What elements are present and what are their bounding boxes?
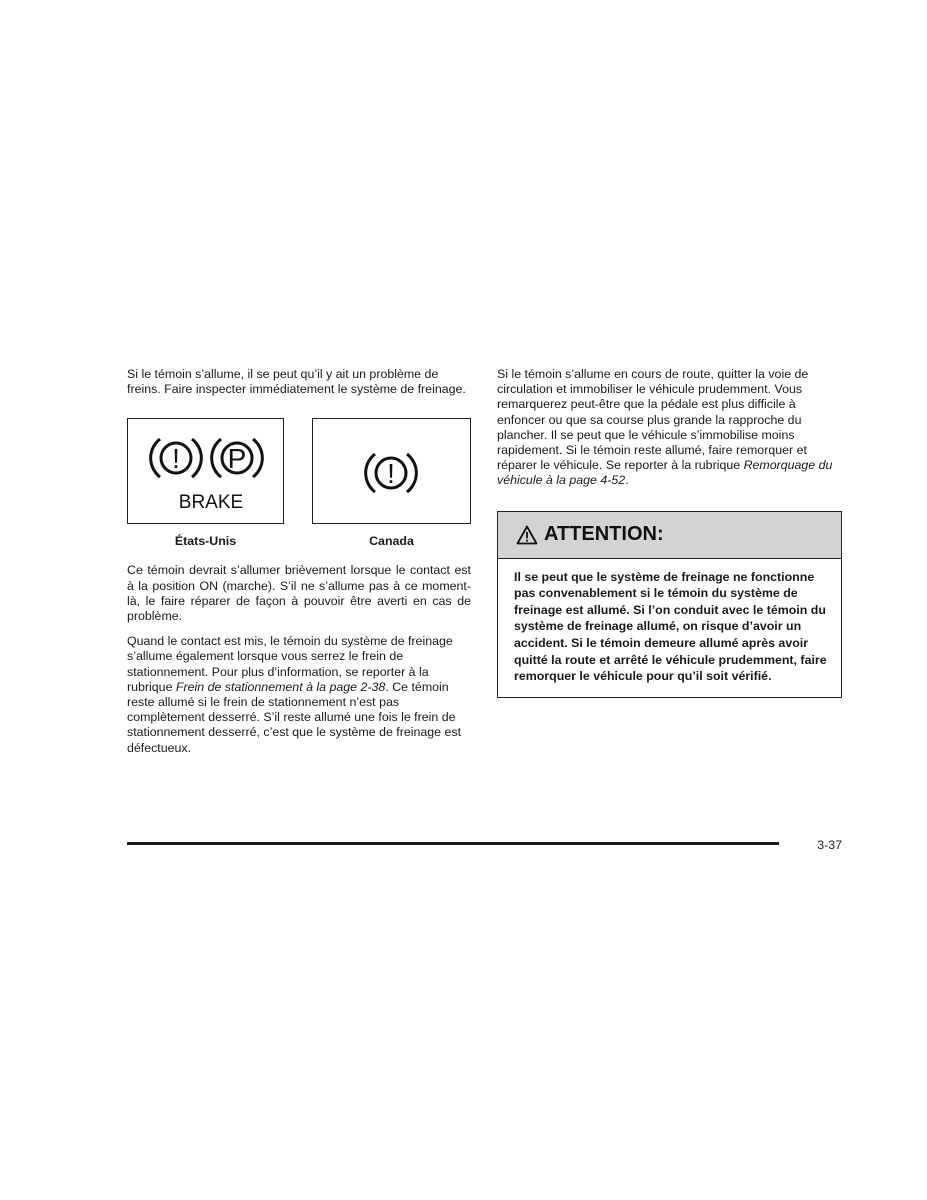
driving-text-end: . bbox=[625, 473, 629, 488]
parking-brake-text: Quand le contact est mis, le témoin du système de freinage s’allume également lorsque vous serrez le frein de stationnement. Pour plus d’information, se reporter à la rubrique bbox=[127, 634, 453, 694]
brake-label: BRAKE bbox=[178, 492, 244, 514]
towing-reference: Remorquage du véhicule à la page 4-52 bbox=[497, 458, 833, 488]
attention-title: ATTENTION: bbox=[544, 523, 664, 546]
brake-indicator-figures bbox=[127, 418, 471, 563]
attention-header bbox=[498, 512, 841, 559]
parking-brake-paragraph bbox=[127, 634, 471, 756]
caption-us: États-Unis bbox=[174, 534, 237, 549]
brake-warning-icon bbox=[313, 419, 472, 525]
brake-warning-icon bbox=[128, 419, 285, 525]
footer-rule bbox=[127, 842, 779, 845]
caption-canada: Canada bbox=[369, 534, 414, 549]
attention-body: Il se peut que le système de freinage ne fonctionne pas convenablement si le témoin du système de freinage est allumé. Si l’on conduit avec le témoin du système de freinage allumé, on risque d’avoir un accident. Si le témoin demeure allumé après avoir quitté la route et arrêté le véhicule prudemment, faire remorquer le véhicule pour qu’il soit vérifié. bbox=[514, 569, 827, 684]
attention-box bbox=[497, 511, 842, 698]
parking-brake-text-end: . Ce témoin reste allumé si le frein de stationnement n’est pas complètement desserré. S’il reste allumé une fois le frein de stationnement desserré, c’est que le système de freinage est défectueux. bbox=[127, 679, 462, 755]
exclamation-symbol: ! bbox=[387, 458, 395, 490]
brake-indicator-us bbox=[127, 418, 284, 524]
parking-symbol: P bbox=[227, 443, 247, 475]
warning-triangle-icon bbox=[516, 525, 538, 545]
driving-text: Si le témoin s’allume en cours de route, quitter la voie de circulation et immobiliser le véhicule prudemment. Vous remarquerez peut-être que la pédale est plus difficile à enfoncer ou que sa course plus grande la rapproche du plancher. Il se peut que le véhicule s’immobilise moins rapidement. Si le témoin reste allumé, faire remorquer et réparer le véhicule. Se reporter à la rubrique bbox=[497, 367, 809, 473]
page-number: 3-37 bbox=[817, 838, 842, 852]
exclamation-symbol: ! bbox=[172, 443, 180, 475]
intro-paragraph: Si le témoin s’allume, il se peut qu’il y ait un problème de freins. Faire inspecter immédiatement le système de freinage. bbox=[127, 367, 466, 397]
left-column bbox=[127, 367, 471, 756]
driving-paragraph bbox=[497, 367, 842, 489]
right-column bbox=[497, 367, 842, 698]
bulb-check-paragraph: Ce témoin devrait s’allumer brièvement lorsque le contact est à la position ON (marche). S’il ne s’allume pas à ce moment-là, le faire réparer de façon à pouvoir être averti en cas de problème. bbox=[127, 563, 471, 624]
parking-brake-reference: Frein de stationnement à la page 2-38 bbox=[175, 679, 386, 694]
brake-indicator-canada bbox=[312, 418, 471, 524]
